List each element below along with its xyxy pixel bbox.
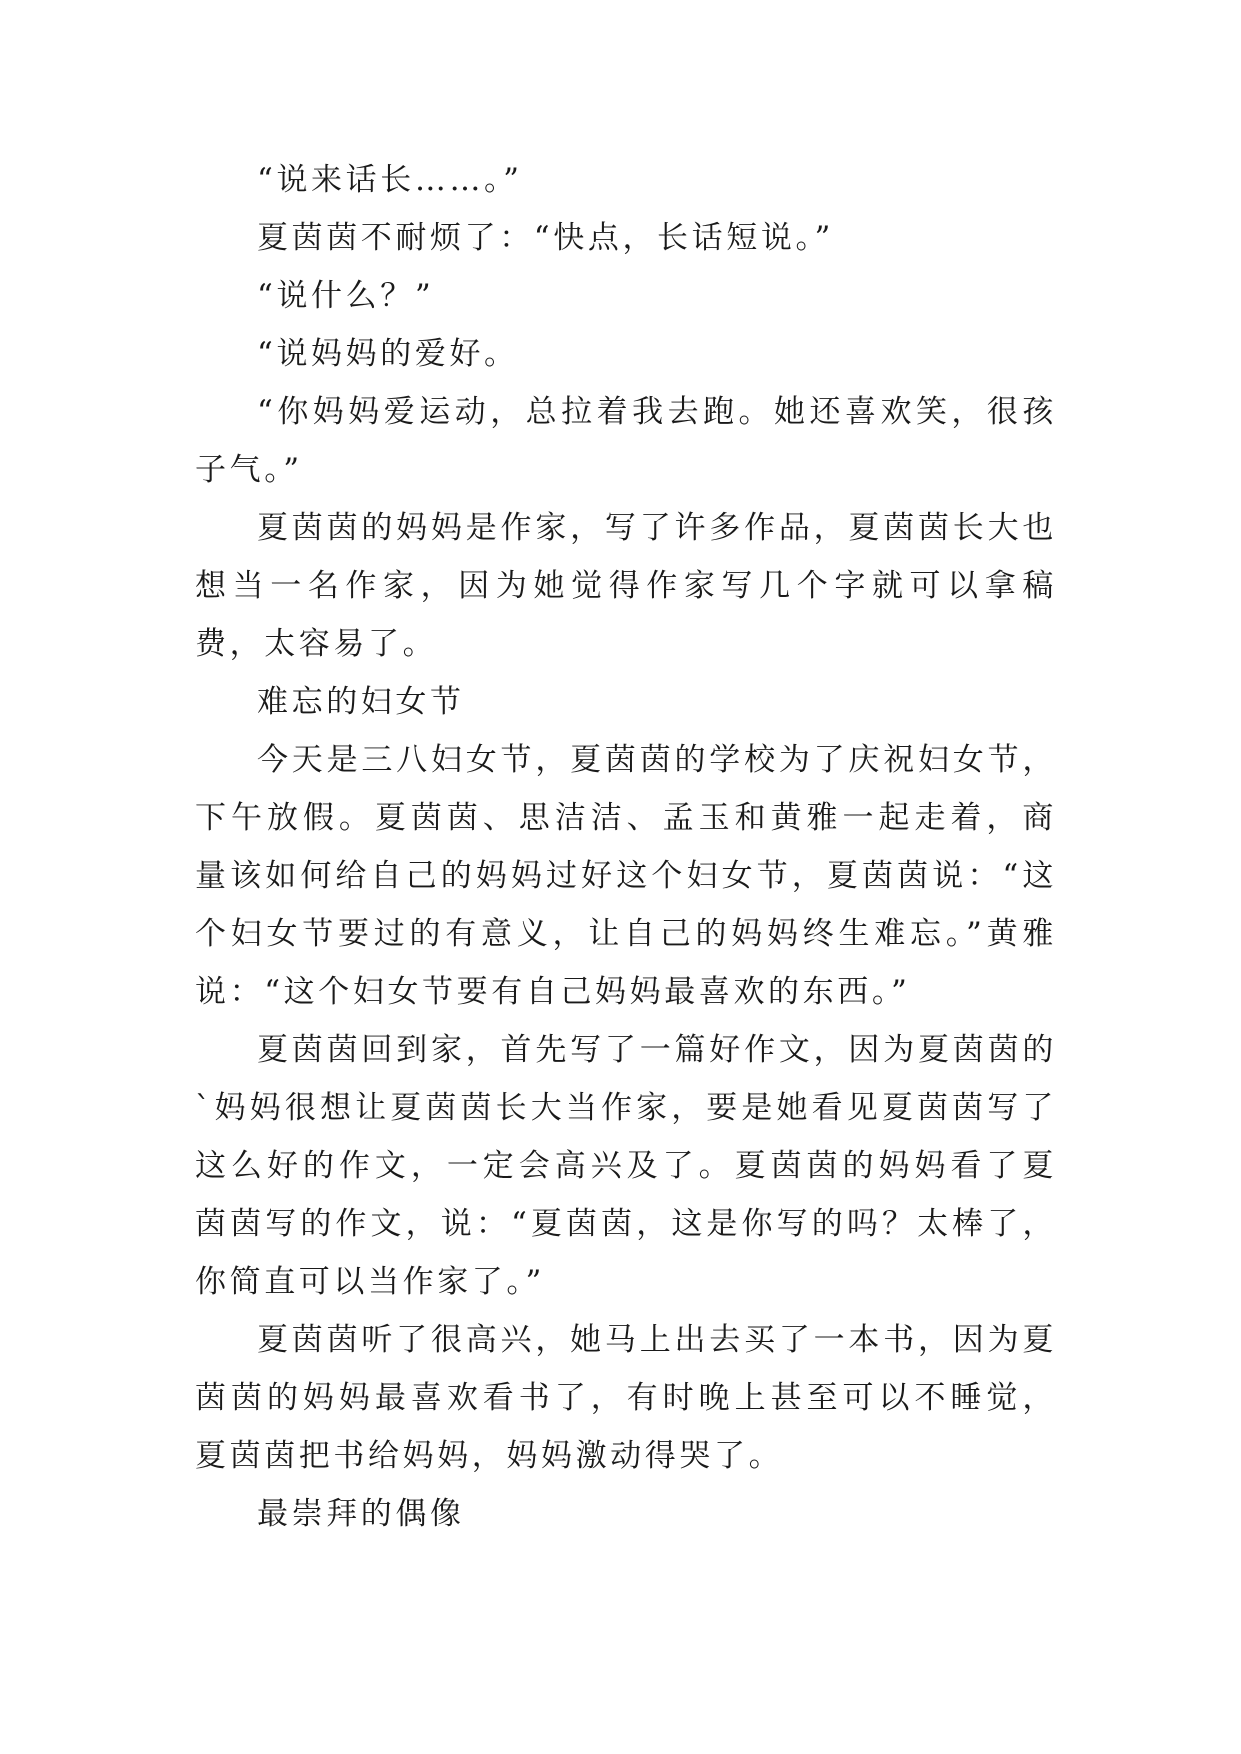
paragraph-impatient: 夏茵茵不耐烦了：“快点，长话短说。” [257,220,834,256]
paragraph-womens-day-plan: 今天是三八妇女节，夏茵茵的学校为了庆祝妇女节，下午放假。夏茵茵、思洁洁、孟玉和黄雅一起走着，商量该如何给自己的妈妈过好这个妇女节，夏茵茵说：“这个妇女节要过的有意义，让自己的妈妈终生难忘。”黄雅说：“这个妇女节要有自己妈妈最喜欢的东西。” [195,742,1057,1010]
document-body [195,151,1057,1543]
paragraph-mom-loves-sports: “你妈妈爱运动，总拉着我去跑。她还喜欢笑，很孩子气。” [195,394,1057,488]
section-heading-womens-day: 难忘的妇女节 [257,684,465,720]
paragraph-mom-is-writer: 夏茵茵的妈妈是作家，写了许多作品，夏茵茵长大也想当一名作家，因为她觉得作家写几个字就可以拿稿费，太容易了。 [195,510,1057,662]
paragraph-mom-hobby: “说妈妈的爱好。 [257,336,519,372]
paragraph-essay: 夏茵茵回到家，首先写了一篇好作文，因为夏茵茵的`妈妈很想让夏茵茵长大当作家，要是她看见夏茵茵写了这么好的作文，一定会高兴及了。夏茵茵的妈妈看了夏茵茵写的作文，说：“夏茵茵，这是你写的吗？太棒了，你简直可以当作家了。” [195,1032,1057,1300]
paragraph-say-what: “说什么？” [257,278,435,314]
section-heading-idol: 最崇拜的偶像 [257,1496,465,1532]
paragraph-book-gift: 夏茵茵听了很高兴，她马上出去买了一本书，因为夏茵茵的妈妈最喜欢看书了，有时晚上甚至可以不睡觉，夏茵茵把书给妈妈，妈妈激动得哭了。 [195,1322,1057,1474]
paragraph-quote-long-story: “说来话长……。” [257,162,523,198]
